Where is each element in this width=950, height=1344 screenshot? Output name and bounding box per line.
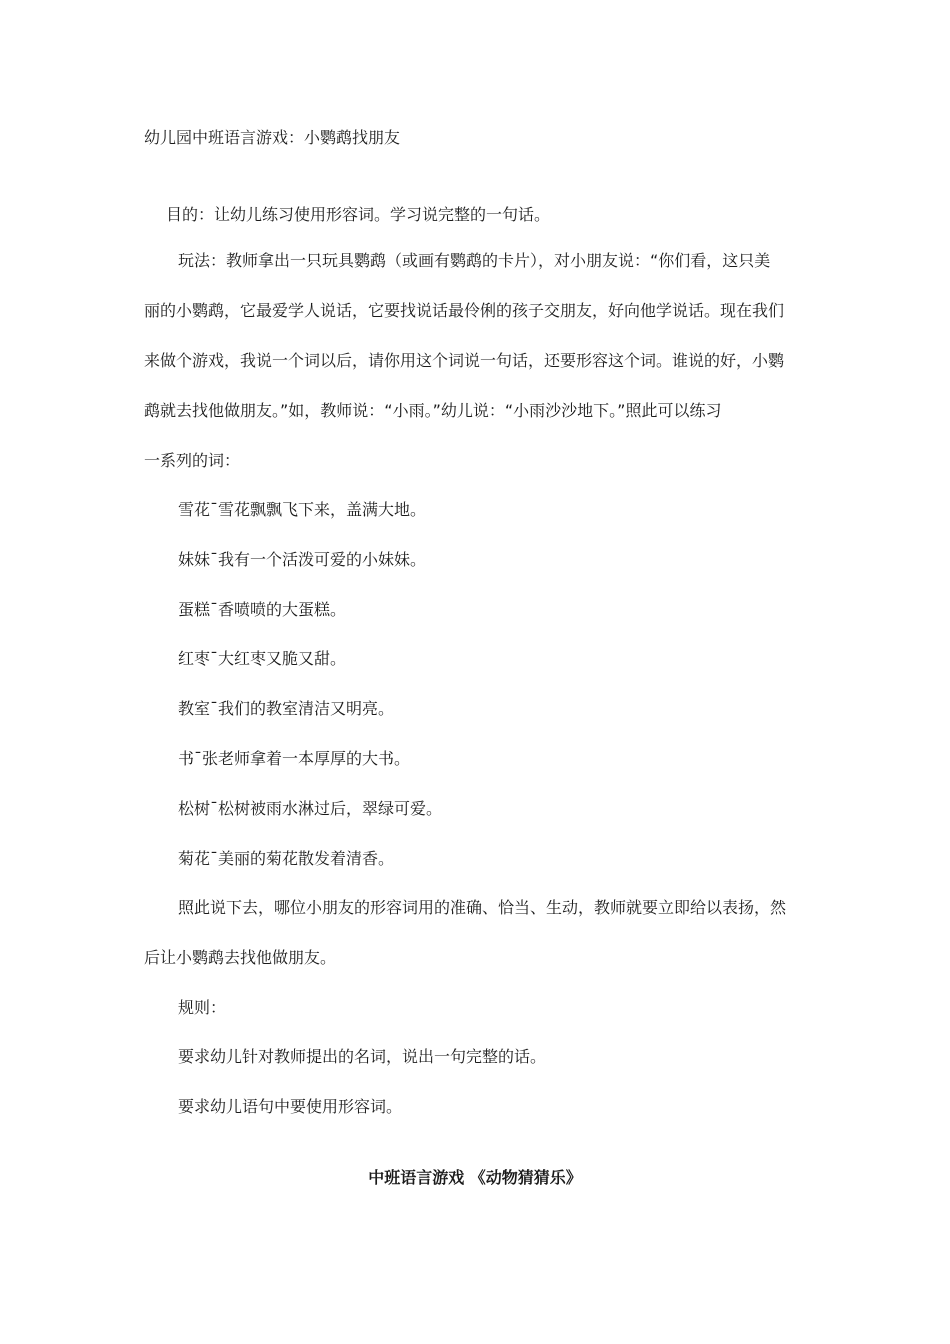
- rule-item: 要求幼儿针对教师提出的名词，说出一句完整的话。: [178, 1047, 547, 1066]
- example-line: 妹妹¯我有一个活泼可爱的小妹妹。: [178, 550, 427, 569]
- example-line: 蛋糕¯香喷喷的大蛋糕。: [178, 600, 347, 619]
- rule-item: 要求幼儿语句中要使用形容词。: [178, 1097, 403, 1116]
- purpose-paragraph: 目的：让幼儿练习使用形容词。学习说完整的一句话。: [166, 205, 551, 224]
- play-line: 鹉就去找他做朋友。”如，教师说：“小雨。”幼儿说：“小雨沙沙地下。”照此可以练习: [144, 401, 722, 420]
- next-section-heading: 中班语言游戏 《动物猜猜乐》: [368, 1168, 582, 1187]
- rules-label: 规则：: [178, 998, 227, 1017]
- play-line: 玩法：教师拿出一只玩具鹦鹉（或画有鹦鹉的卡片），对小朋友说：“你们看，这只美: [178, 251, 771, 270]
- play-line: 丽的小鹦鹉，它最爱学人说话，它要找说话最伶俐的孩子交朋友，好向他学说话。现在我们: [144, 301, 785, 320]
- example-line: 雪花¯雪花飘飘飞下来，盖满大地。: [178, 500, 427, 519]
- example-line: 书¯张老师拿着一本厚厚的大书。: [178, 749, 411, 768]
- conclusion-line: 照此说下去，哪位小朋友的形容词用的准确、恰当、生动，教师就要立即给以表扬，然: [178, 898, 787, 917]
- example-line: 红枣¯大红枣又脆又甜。: [178, 649, 347, 668]
- example-line: 教室¯我们的教室清洁又明亮。: [178, 699, 395, 718]
- conclusion-line: 后让小鹦鹉去找他做朋友。: [144, 948, 337, 967]
- example-line: 松树¯松树被雨水淋过后，翠绿可爱。: [178, 799, 443, 818]
- example-line: 菊花¯美丽的菊花散发着清香。: [178, 849, 395, 868]
- document-title: 幼儿园中班语言游戏：小鹦鹉找朋友: [144, 128, 401, 147]
- play-line: 一系列的词：: [144, 451, 241, 470]
- play-line: 来做个游戏，我说一个词以后，请你用这个词说一句话，还要形容这个词。谁说的好，小鹦: [144, 351, 785, 370]
